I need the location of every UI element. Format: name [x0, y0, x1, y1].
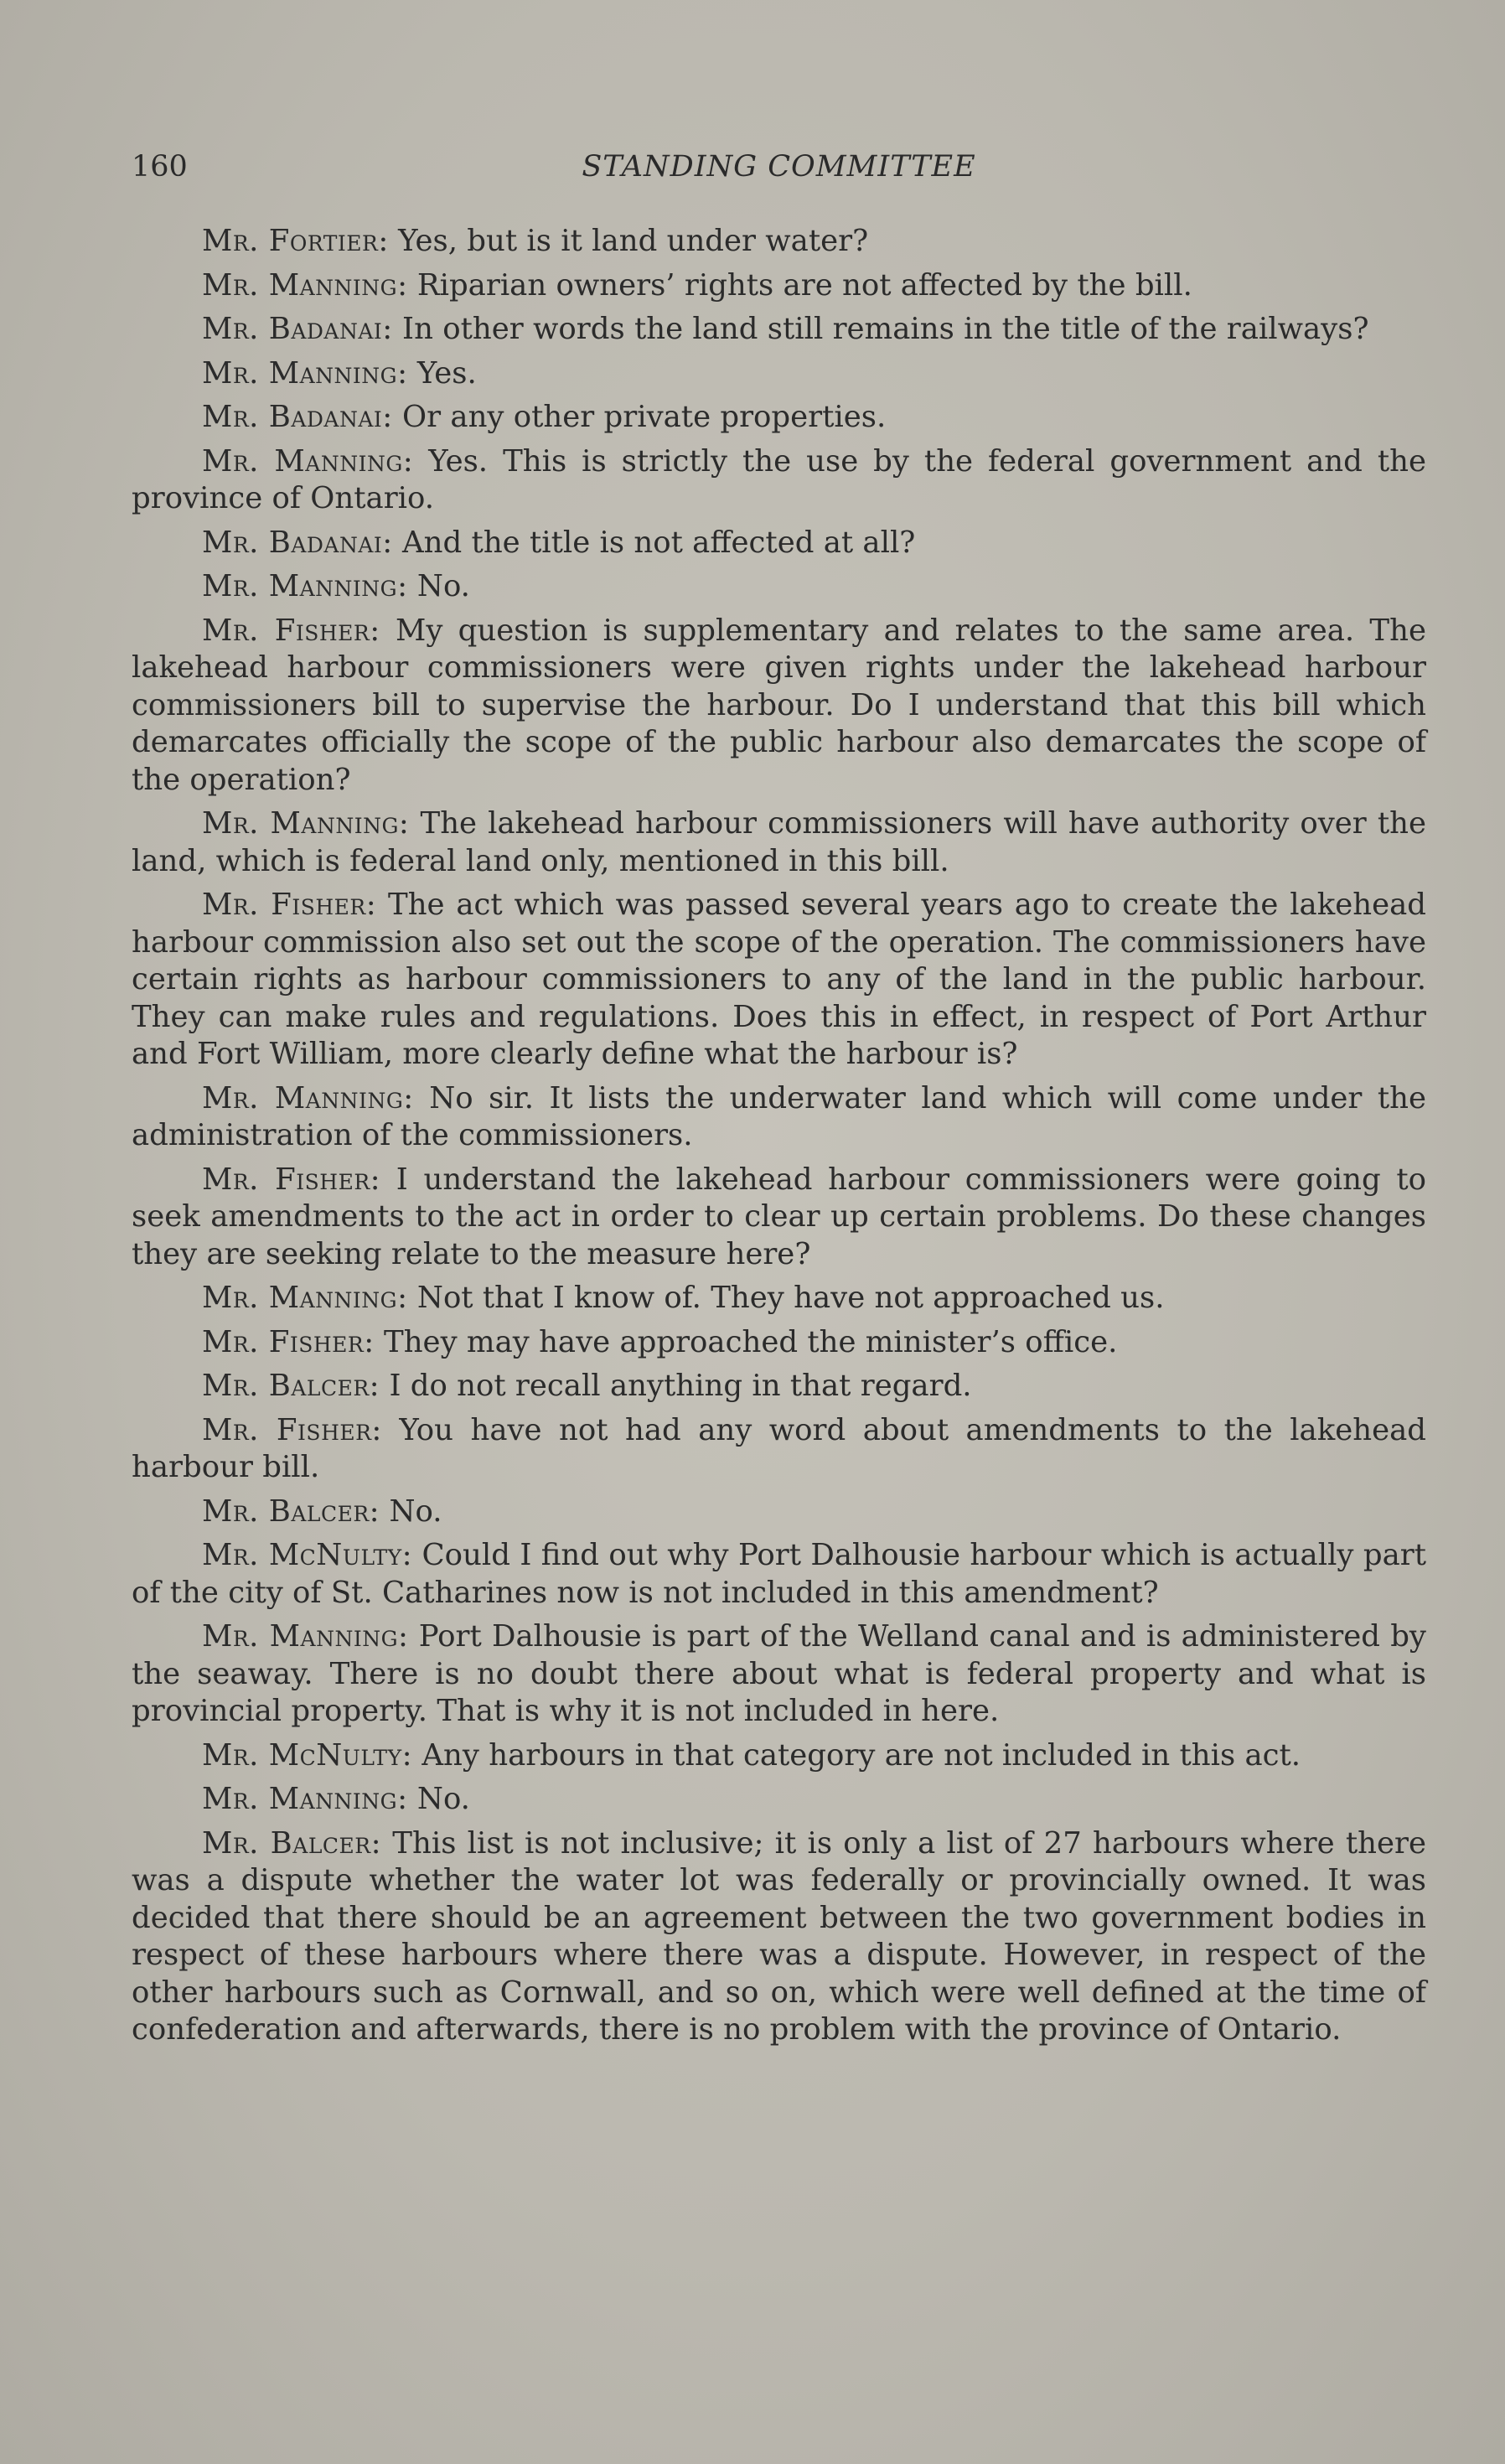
transcript-paragraph [132, 1537, 1426, 1612]
speech-text: No. [416, 569, 470, 603]
transcript-paragraph [132, 1162, 1426, 1274]
running-head: STANDING COMMITTEE [582, 150, 976, 184]
speech-text: Port Dalhousie is part of the Welland canal and is administered by the seaway. There is no doubt there about what is federal property and what is provincial property. That is why it is not included in here. [132, 1619, 1426, 1728]
speaker-name: Mr. Manning: [202, 267, 408, 303]
speaker-name: Mr. Balcer: [202, 1493, 380, 1529]
speaker-name: Mr. Balcer: [202, 1825, 382, 1861]
page-header [132, 147, 1426, 197]
speaker-name: Mr. McNulty: [202, 1538, 413, 1572]
speaker-name: Mr. Fisher: [202, 888, 377, 922]
speaker-name: Mr. Fisher: [202, 1324, 375, 1359]
speech-text: I do not recall anything in that regard. [389, 1369, 972, 1403]
speech-text: I understand the lakehead harbour commissioners were going to seek amendments to the act in order to clear up certain problems. Do these changes they are seeking relate to the measure here? [132, 1162, 1426, 1271]
speaker-name: Mr. Manning: [202, 443, 414, 479]
speaker-name: Mr. Manning: [202, 1619, 409, 1654]
speaker-name: Mr. Fortier: [202, 224, 389, 258]
transcript-paragraph [132, 1493, 1426, 1531]
speech-text: And the title is not affected at all? [402, 525, 916, 560]
speaker-name: Mr. Manning: [202, 1080, 414, 1116]
speech-text: They may have approached the minister’s office. [384, 1324, 1118, 1359]
transcript-paragraph [132, 805, 1426, 880]
speech-text: Could I find out why Port Dalhousie harbour which is actually part of the city of St. Catharines now is not included in this amendment? [132, 1538, 1426, 1610]
speaker-name: Mr. Badanai: [202, 525, 393, 560]
speech-text: No. [416, 1782, 470, 1816]
transcript-paragraph [132, 311, 1426, 349]
speaker-name: Mr. McNulty: [202, 1737, 413, 1773]
speaker-name: Mr. Badanai: [202, 400, 393, 434]
speaker-name: Mr. Manning: [202, 355, 408, 391]
speaker-name: Mr. Balcer: [202, 1369, 380, 1403]
speech-text: Not that I know of. They have not approached us. [416, 1281, 1165, 1315]
speech-text: You have not had any word about amendments to the lakehead harbour bill. [132, 1412, 1426, 1484]
speech-text: The act which was passed several years ago to create the lakehead harbour commission also set out the scope of the operation. The commissioners have certain rights as harbour commissioners to any of the land in the public harbour. They can make rules and regulations. Does this in effect, in respect of Port Arthur and Fort William, more clearly define what the harbour is? [132, 888, 1426, 1071]
speaker-name: Mr. Manning: [202, 569, 408, 603]
speech-text: No sir. It lists the underwater land which will come under the administration of the commissioners. [132, 1080, 1426, 1152]
speaker-name: Mr. Manning: [202, 1782, 408, 1816]
speaker-name: Mr. Fisher: [202, 613, 380, 648]
transcript-paragraph [132, 1781, 1426, 1819]
speech-text: No. [389, 1493, 442, 1529]
transcript-paragraph [132, 887, 1426, 1074]
speech-text: Or any other private properties. [402, 400, 887, 434]
transcript-paragraph [132, 1412, 1426, 1487]
transcript-paragraph [132, 568, 1426, 606]
transcript-paragraph [132, 267, 1426, 305]
speaker-name: Mr. Fisher: [202, 1162, 381, 1197]
transcript-paragraph [132, 613, 1426, 800]
speech-text: Yes. This is strictly the use by the federal government and the province of Ontario. [132, 443, 1426, 515]
speech-text: The lakehead harbour commissioners will have authority over the land, which is federal land only, mentioned in this bill. [132, 806, 1427, 878]
speech-text: Yes, but is it land under water? [398, 224, 869, 258]
transcript-paragraph [132, 1618, 1426, 1731]
transcript-paragraph [132, 443, 1426, 518]
transcript-paragraph [132, 399, 1426, 437]
speaker-name: Mr. Badanai: [202, 312, 393, 346]
transcript-paragraph [132, 1280, 1426, 1317]
transcript-paragraph [132, 223, 1426, 261]
transcript-paragraph [132, 1825, 1426, 2049]
transcript-paragraph [132, 1324, 1426, 1362]
speech-text: Riparian owners’ rights are not affected by the bill. [416, 267, 1192, 303]
transcript-paragraph [132, 355, 1426, 393]
page-number: 160 [132, 150, 188, 184]
speech-text: Yes. [416, 355, 477, 391]
transcript-paragraph [132, 1737, 1426, 1775]
speech-text: This list is not inclusive; it is only a list of 27 harbours where there was a dispute whether the water lot was federally or provincially owned. It was decided that there should be an agreement between the two government bodies in respect of these harbours where there was a dispute. However, in respect of the other harbours such as Cornwall, and so on, which were well defined at the time of confederation and afterwards, there is no problem with the province of Ontario. [132, 1825, 1426, 2047]
speech-text: My question is supplementary and relates to the same area. The lakehead harbour commissioners were given rights under the lakehead harbour commissioners bill to supervise the harbour. Do I understand that this bill which demarcates officially the scope of the public harbour also demarcates the scope of the operation? [132, 613, 1426, 797]
speech-text: In other words the land still remains in the title of the railways? [402, 312, 1369, 346]
transcript-paragraph [132, 1080, 1426, 1155]
speaker-name: Mr. Fisher: [202, 1412, 382, 1447]
speaker-name: Mr. Manning: [202, 1281, 408, 1315]
speech-text: Any harbours in that category are not included in this act. [422, 1737, 1301, 1773]
speaker-name: Mr. Manning: [202, 806, 410, 841]
transcript-paragraph [132, 1368, 1426, 1405]
transcript-body [132, 223, 1426, 2056]
transcript-paragraph [132, 525, 1426, 562]
